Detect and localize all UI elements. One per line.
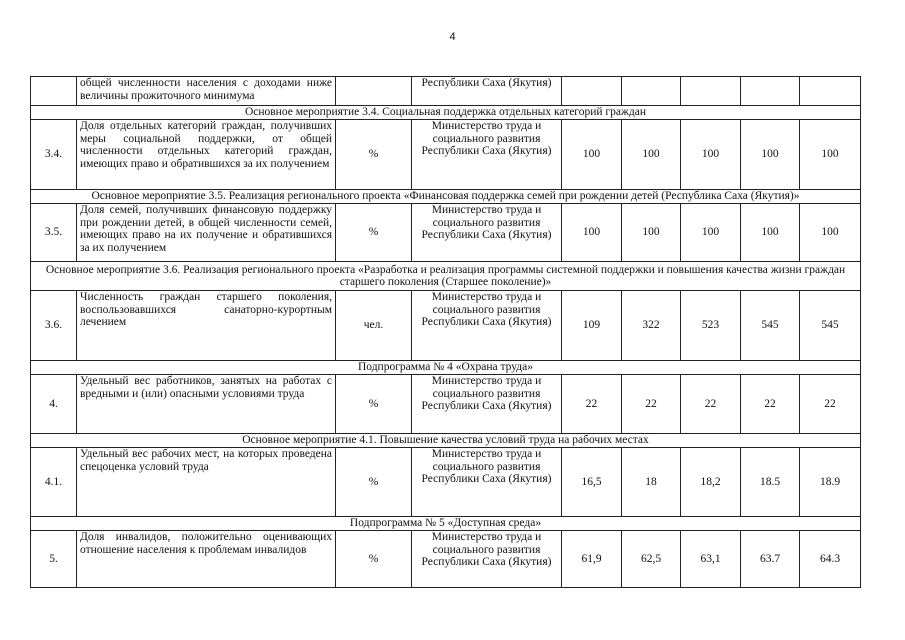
responsible-executor: Министерство труда и социального развития Республики Саха (Якутия) xyxy=(412,120,562,190)
year-value-5: 100 xyxy=(800,120,861,190)
unit-of-measure: % xyxy=(336,531,412,588)
section-title: Основное мероприятие 3.5. Реализация регионального проекта «Финансовая поддержка семей при рождении детей (Республика Саха (Якутия)» xyxy=(31,190,861,204)
unit-of-measure: % xyxy=(336,120,412,190)
table-row xyxy=(31,120,861,190)
section-row xyxy=(31,517,861,531)
year-value-5: 22 xyxy=(800,375,861,434)
unit-of-measure xyxy=(336,77,412,106)
indicator-name: Удельный вес рабочих мест, на которых проведена спецоценка условий труда xyxy=(77,448,336,517)
unit-of-measure: % xyxy=(336,448,412,517)
row-number: 3.5. xyxy=(31,204,77,262)
section-title: Основное мероприятие 4.1. Повышение качества условий труда на рабочих местах xyxy=(31,434,861,448)
row-number: 3.4. xyxy=(31,120,77,190)
page-number: 4 xyxy=(449,31,456,43)
year-value-5: 545 xyxy=(800,291,861,361)
unit-of-measure: чел. xyxy=(336,291,412,361)
table-row xyxy=(31,77,861,106)
year-value-2: 100 xyxy=(622,204,681,262)
section-title: Подпрограмма № 5 «Доступная среда» xyxy=(31,517,861,531)
responsible-executor: Министерство труда и социального развития Республики Саха (Якутия) xyxy=(412,291,562,361)
year-value-2: 100 xyxy=(622,120,681,190)
section-title: Подпрограмма № 4 «Охрана труда» xyxy=(31,361,861,375)
year-value-3: 18,2 xyxy=(681,448,741,517)
unit-of-measure: % xyxy=(336,204,412,262)
responsible-executor: Министерство труда и социального развития Республики Саха (Якутия) xyxy=(412,375,562,434)
year-value-3: 523 xyxy=(681,291,741,361)
table-row xyxy=(31,448,861,517)
row-number: 3.6. xyxy=(31,291,77,361)
year-value-4: 18.5 xyxy=(741,448,800,517)
year-value-5: 100 xyxy=(800,204,861,262)
table-row xyxy=(31,204,861,262)
row-number: 5. xyxy=(31,531,77,588)
responsible-executor: Республики Саха (Якутия) xyxy=(412,77,562,106)
section-row xyxy=(31,361,861,375)
year-value-1: 109 xyxy=(562,291,622,361)
year-value-1 xyxy=(562,77,622,106)
year-value-2: 22 xyxy=(622,375,681,434)
year-value-4: 100 xyxy=(741,204,800,262)
year-value-2: 18 xyxy=(622,448,681,517)
indicator-name: Доля семей, получивших финансовую поддержку при рождении детей, в общей численности семей, имеющих право на их получение и обратившихся за их получением xyxy=(77,204,336,262)
year-value-3 xyxy=(681,77,741,106)
year-value-3: 100 xyxy=(681,120,741,190)
year-value-3: 22 xyxy=(681,375,741,434)
indicators-table xyxy=(30,76,861,588)
section-row xyxy=(31,106,861,120)
table-row xyxy=(31,375,861,434)
responsible-executor: Министерство труда и социального развития Республики Саха (Якутия) xyxy=(412,204,562,262)
year-value-4: 63.7 xyxy=(741,531,800,588)
indicator-name: Доля инвалидов, положительно оценивающих отношение населения к проблемам инвалидов xyxy=(77,531,336,588)
year-value-1: 16,5 xyxy=(562,448,622,517)
unit-of-measure: % xyxy=(336,375,412,434)
indicator-name: Удельный вес работников, занятых на работах с вредными и (или) опасными условиями труда xyxy=(77,375,336,434)
section-title: Основное мероприятие 3.4. Социальная поддержка отдельных категорий граждан xyxy=(31,106,861,120)
year-value-4: 100 xyxy=(741,120,800,190)
indicator-name: Доля отдельных категорий граждан, получивших меры социальной поддержки, от общей численности отдельных категорий граждан, имеющих право и обратившихся за их получением xyxy=(77,120,336,190)
year-value-4 xyxy=(741,77,800,106)
year-value-1: 22 xyxy=(562,375,622,434)
row-number: 4.1. xyxy=(31,448,77,517)
row-number xyxy=(31,77,77,106)
year-value-5: 64.3 xyxy=(800,531,861,588)
section-row xyxy=(31,434,861,448)
row-number: 4. xyxy=(31,375,77,434)
year-value-4: 22 xyxy=(741,375,800,434)
year-value-3: 100 xyxy=(681,204,741,262)
year-value-1: 100 xyxy=(562,204,622,262)
table-body xyxy=(31,77,861,588)
table-row xyxy=(31,291,861,361)
year-value-4: 545 xyxy=(741,291,800,361)
year-value-5 xyxy=(800,77,861,106)
year-value-3: 63,1 xyxy=(681,531,741,588)
year-value-2: 322 xyxy=(622,291,681,361)
year-value-2 xyxy=(622,77,681,106)
table-row xyxy=(31,531,861,588)
section-row xyxy=(31,262,861,291)
responsible-executor: Министерство труда и социального развития Республики Саха (Якутия) xyxy=(412,448,562,517)
indicator-name: общей численности населения с доходами ниже величины прожиточного минимума xyxy=(77,77,336,106)
indicator-name: Численность граждан старшего поколения, воспользовавшихся санаторно-курортным лечением xyxy=(77,291,336,361)
year-value-2: 62,5 xyxy=(622,531,681,588)
year-value-5: 18.9 xyxy=(800,448,861,517)
year-value-1: 61,9 xyxy=(562,531,622,588)
year-value-1: 100 xyxy=(562,120,622,190)
responsible-executor: Министерство труда и социального развития Республики Саха (Якутия) xyxy=(412,531,562,588)
section-row xyxy=(31,190,861,204)
section-title: Основное мероприятие 3.6. Реализация регионального проекта «Разработка и реализация программы системной поддержки и повышения качества жизни граждан старшего поколения (Старшее поколение)» xyxy=(31,262,861,291)
